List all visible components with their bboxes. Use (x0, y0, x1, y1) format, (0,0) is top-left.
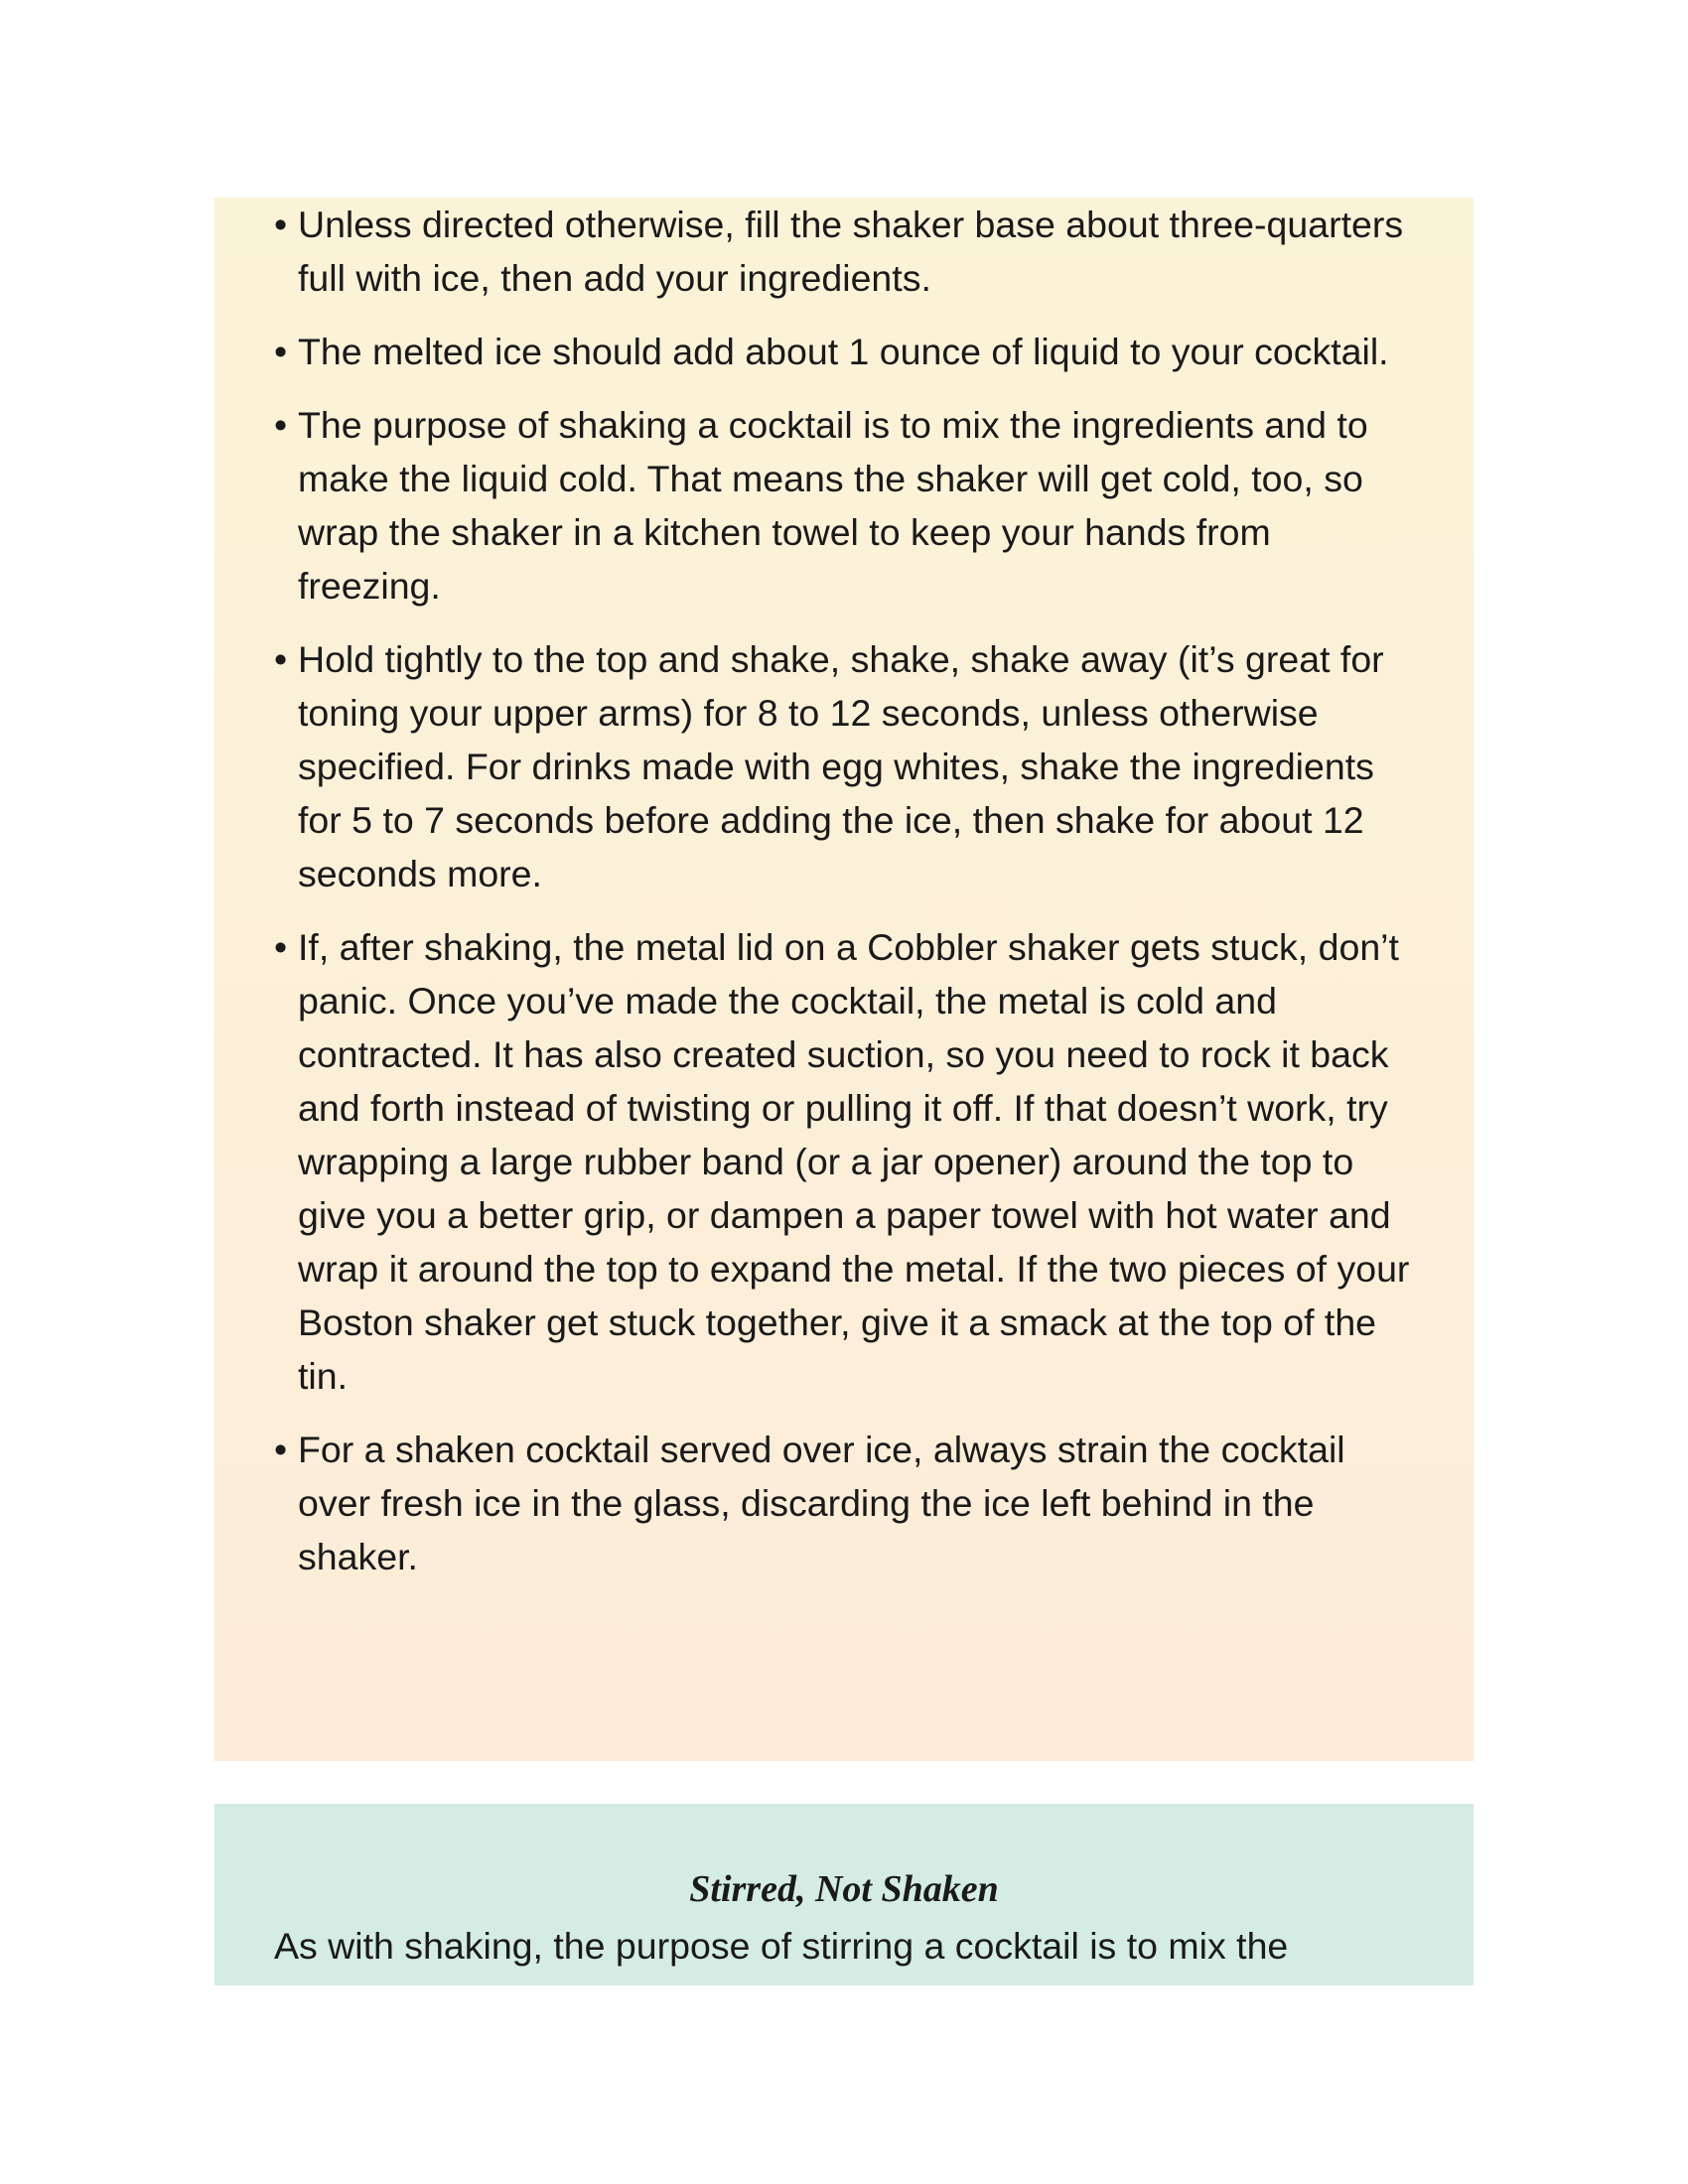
list-item (274, 325, 1414, 378)
stirring-section-panel (214, 1804, 1474, 1985)
section-heading: Stirred, Not Shaken (689, 1868, 999, 1910)
list-item (274, 632, 1414, 900)
list-item-text: Hold tightly to the top and shake, shake, shake away (it’s great for toning your upper arms) for 8 to 12 seconds, unless otherwise specified. For drinks made with egg whites, shake the ingredients for 5 to 7 seconds before adding the ice, then shake for about 12 seconds more. (298, 638, 1384, 894)
list-item (274, 398, 1414, 613)
bullet-icon: • (274, 1429, 288, 1470)
list-item (274, 1423, 1414, 1583)
bullet-icon: • (274, 926, 288, 968)
list-item (274, 198, 1414, 305)
list-item-text: The melted ice should add about 1 ounce of liquid to your cocktail. (298, 331, 1389, 372)
list-item-text: Unless directed otherwise, fill the shaker base about three-quarters full with ice, then add your ingredients. (298, 204, 1404, 299)
bullet-icon: • (274, 331, 288, 372)
shaking-tips-list (274, 198, 1414, 1583)
section-body-text: As with shaking, the purpose of stirring a cocktail is to mix the (274, 1925, 1289, 1967)
shaking-tips-panel (214, 198, 1474, 1761)
bullet-icon: • (274, 638, 288, 680)
bullet-icon: • (274, 404, 288, 446)
list-item-text: For a shaken cocktail served over ice, always strain the cocktail over fresh ice in the glass, discarding the ice left behind in the shaker. (298, 1429, 1345, 1577)
list-item-text: If, after shaking, the metal lid on a Cobbler shaker gets stuck, don’t panic. Once you’ve made the cocktail, the metal is cold and contracted. It has also created suction, so you need to rock it back and forth instead of twisting or pulling it off. If that doesn’t work, try wrapping a large rubber band (or a jar opener) around the top to give you a better grip, or dampen a paper towel with hot water and wrap it around the top to expand the metal. If the two pieces of your Boston shaker get stuck together, give it a smack at the top of the tin. (298, 926, 1410, 1397)
bullet-icon: • (274, 204, 288, 245)
list-item-text: The purpose of shaking a cocktail is to mix the ingredients and to make the liquid cold. That means the shaker will get cold, too, so wrap the shaker in a kitchen towel to keep your hands from freezing. (298, 404, 1368, 607)
list-item (274, 920, 1414, 1403)
